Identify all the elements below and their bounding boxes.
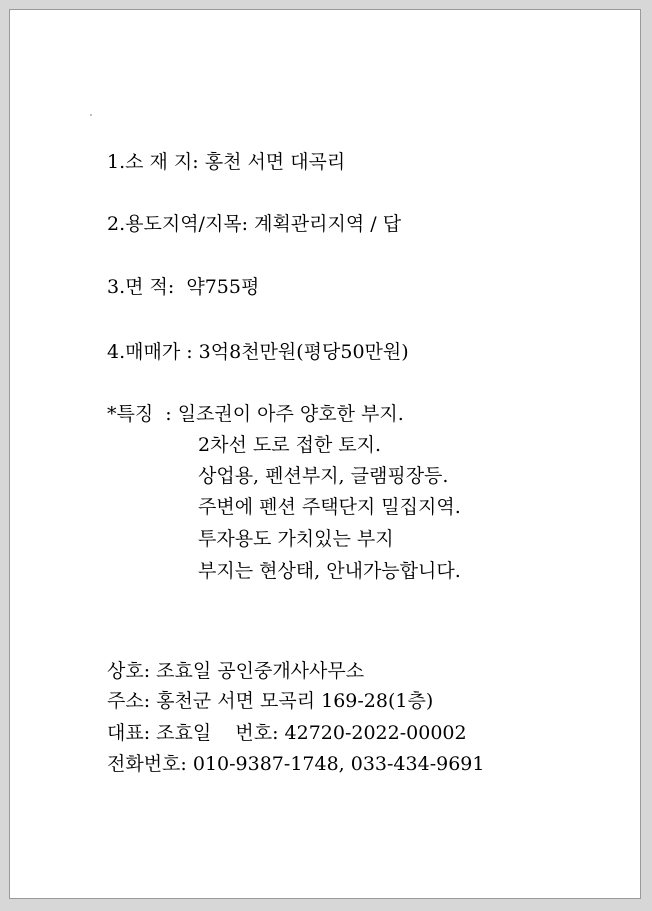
agency-address-line: 주소: 홍천군 서면 모곡리 169-28(1층) [107, 690, 434, 712]
feature-item: 투자용도 가치있는 부지 [198, 528, 394, 550]
agency-representative-line: 대표: 조효일 번호: 42720-2022-00002 [107, 722, 467, 744]
features-label-line: *특징 : 일조권이 아주 양호한 부지. [107, 403, 404, 425]
price-line: 4.매매가 : 3억8천만원(평당50만원) [107, 341, 409, 363]
feature-item: 2차선 도로 접한 토지. [198, 434, 382, 456]
area-line: 3.면 적: 약755평 [107, 276, 260, 298]
feature-item: 상업용, 펜션부지, 글램핑장등. [198, 465, 449, 487]
zoning-line: 2.용도지역/지목: 계획관리지역 / 답 [107, 213, 402, 235]
document-page [9, 9, 641, 899]
agency-phone-line: 전화번호: 010-9387-1748, 033-434-9691 [107, 753, 485, 775]
page-speck [90, 114, 92, 116]
agency-name-line: 상호: 조효일 공인중개사사무소 [107, 660, 365, 682]
feature-item: 주변에 펜션 주택단지 밀집지역. [198, 496, 461, 518]
location-line: 1.소 재 지: 홍천 서면 대곡리 [107, 151, 346, 173]
feature-item: 부지는 현상태, 안내가능합니다. [198, 560, 461, 582]
